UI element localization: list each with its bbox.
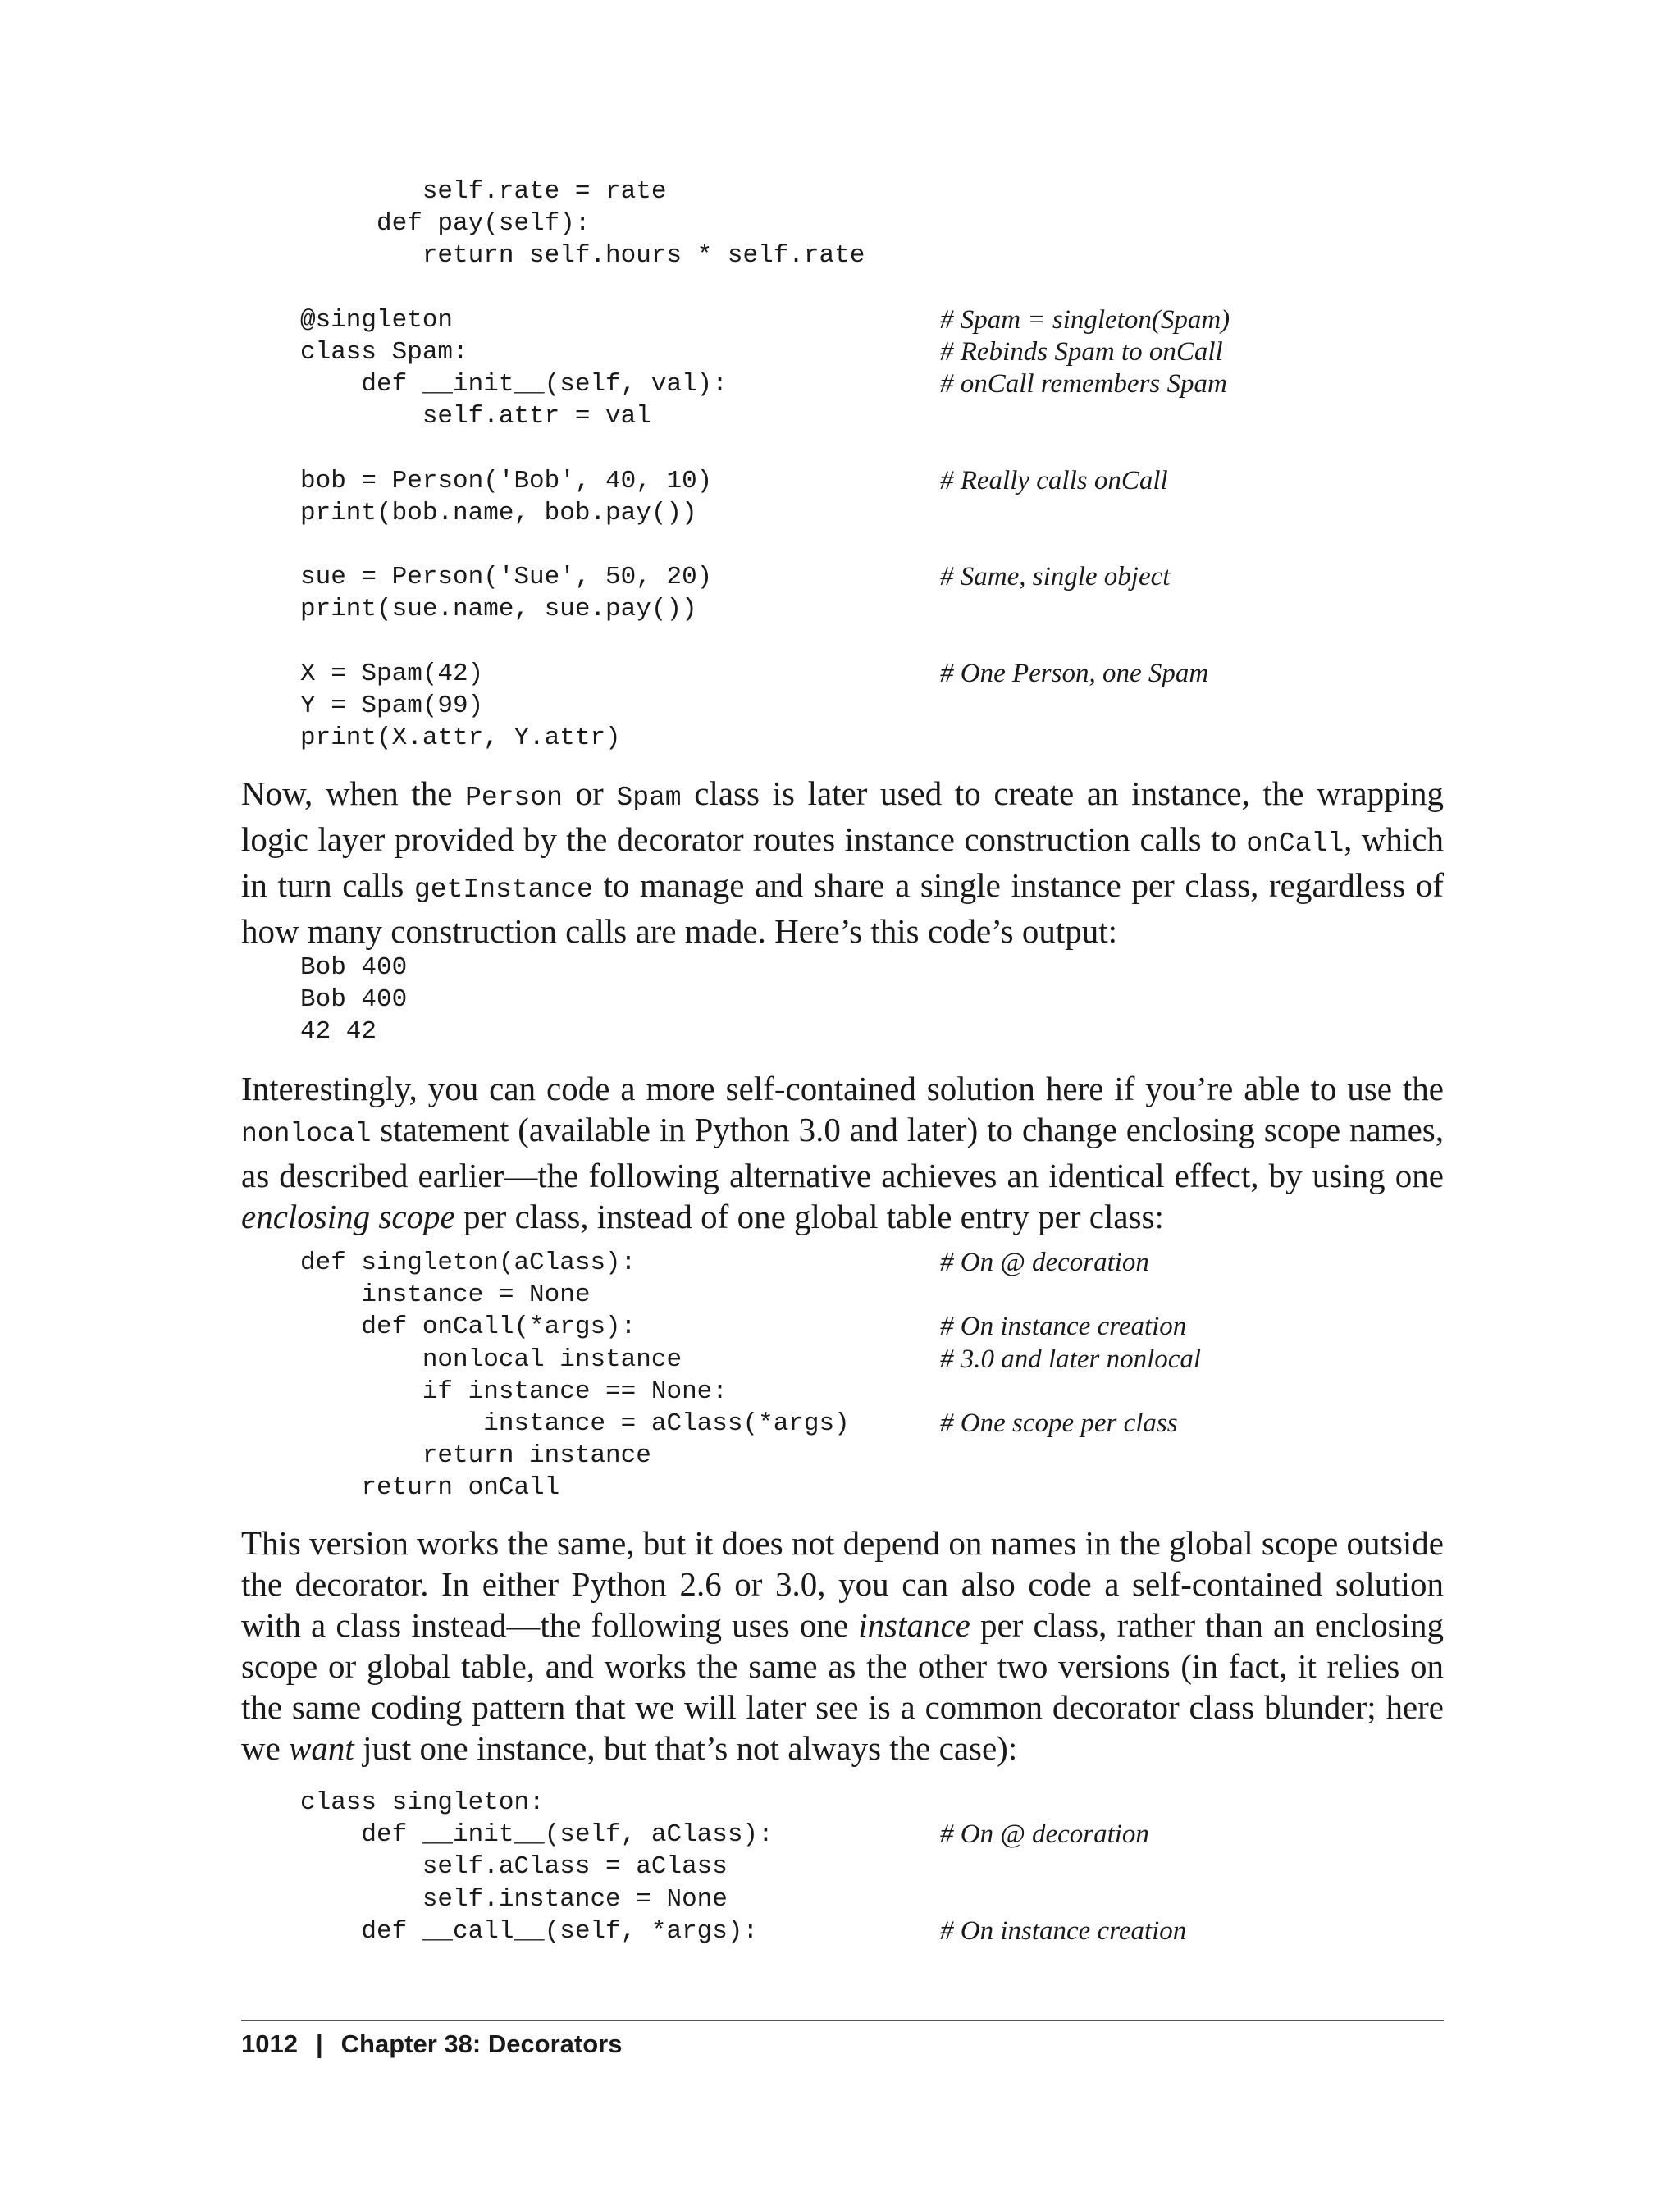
output-block bbox=[300, 952, 1449, 1048]
page-footer bbox=[241, 2029, 623, 2059]
text-run: , which in turn calls bbox=[241, 820, 1444, 904]
code-text: Bob 400 bbox=[300, 985, 408, 1015]
text-run: per class, rather than an enclosing scope or global table, and works the same as the other two versions (in fact, it relies on the same coding pattern that we will later see is a common decorator class blunder; here we bbox=[241, 1606, 1444, 1767]
code-line bbox=[300, 1851, 1449, 1883]
code-line bbox=[300, 1247, 1449, 1279]
paragraph-2 bbox=[241, 1068, 1444, 1237]
code-text: def onCall(*args): bbox=[300, 1312, 637, 1342]
emphasis: want bbox=[289, 1729, 354, 1767]
text-run: to manage and share a single instance per class, regardless of how many construction calls are made. Here’s this code’s output: bbox=[241, 866, 1444, 950]
text-run: or bbox=[562, 774, 617, 812]
code-comment: # On @ decoration bbox=[940, 1819, 1149, 1850]
code-line bbox=[300, 336, 1449, 368]
emphasis: instance bbox=[858, 1606, 970, 1644]
code-block-3 bbox=[300, 1787, 1449, 1947]
code-text: self.attr = val bbox=[300, 402, 651, 431]
code-text: instance = None bbox=[300, 1281, 591, 1310]
code-text: instance = aClass(*args) bbox=[300, 1408, 850, 1438]
page-number: 1012 bbox=[241, 2029, 298, 2058]
footer-rule bbox=[241, 2020, 1444, 2021]
code-comment: # On instance creation bbox=[940, 1312, 1187, 1342]
code-block-1 bbox=[300, 176, 1449, 754]
code-text: self.aClass = aClass bbox=[300, 1852, 728, 1882]
code-text: sue = Person('Sue', 50, 20) bbox=[300, 563, 713, 592]
code-line bbox=[300, 433, 1449, 465]
code-line bbox=[300, 1472, 1449, 1504]
code-line bbox=[300, 1311, 1449, 1343]
code-comment: # Really calls onCall bbox=[940, 465, 1168, 495]
code-line bbox=[300, 368, 1449, 400]
code-line bbox=[300, 1819, 1449, 1851]
text-run: This version works the same, but it does not depend on names in the global scope outside the decorator. In either Python 2.6 or 3.0, you can also code a self-contained solution with a class instead—the following uses one bbox=[241, 1524, 1444, 1644]
code-text: return instance bbox=[300, 1441, 651, 1471]
code-comment: # 3.0 and later nonlocal bbox=[940, 1344, 1202, 1374]
code-line bbox=[300, 400, 1449, 432]
chapter-title: Chapter 38: Decorators bbox=[340, 2029, 623, 2058]
inline-code: Person bbox=[465, 783, 563, 813]
inline-code: nonlocal bbox=[241, 1119, 372, 1149]
code-line bbox=[300, 529, 1449, 561]
code-block-2 bbox=[300, 1247, 1449, 1504]
code-text: @singleton bbox=[300, 305, 454, 335]
code-text: def __init__(self, aClass): bbox=[300, 1820, 774, 1850]
code-text: def __call__(self, *args): bbox=[300, 1916, 759, 1946]
inline-code: onCall bbox=[1246, 829, 1344, 859]
text-run: class is later used to create an instance, the wrapping logic layer provided by the decorator routes instance construction calls to bbox=[241, 774, 1444, 858]
code-comment: # onCall remembers Spam bbox=[940, 369, 1227, 399]
code-comment: # Same, single object bbox=[940, 562, 1171, 592]
code-line bbox=[300, 465, 1449, 497]
code-line bbox=[300, 1279, 1449, 1311]
code-line bbox=[300, 658, 1449, 690]
code-line bbox=[300, 722, 1449, 754]
code-line bbox=[300, 626, 1449, 658]
code-text: return self.hours * self.rate bbox=[300, 241, 865, 271]
code-line bbox=[300, 1408, 1449, 1440]
code-text: class Spam: bbox=[300, 337, 468, 367]
code-line bbox=[300, 497, 1449, 529]
code-comment: # One scope per class bbox=[940, 1408, 1178, 1438]
code-comment: # On @ decoration bbox=[940, 1248, 1149, 1277]
text-run: Interestingly, you can code a more self-contained solution here if you’re able to use the bbox=[241, 1070, 1444, 1107]
code-text: X = Spam(42) bbox=[300, 659, 484, 688]
code-text: def singleton(aClass): bbox=[300, 1249, 637, 1277]
code-text: Y = Spam(99) bbox=[300, 692, 484, 720]
code-text: class singleton: bbox=[300, 1788, 545, 1817]
code-comment: # Spam = singleton(Spam) bbox=[940, 304, 1230, 335]
code-text: def pay(self): bbox=[300, 209, 591, 239]
code-text: nonlocal instance bbox=[300, 1344, 682, 1374]
code-text: print(sue.name, sue.pay()) bbox=[300, 595, 697, 624]
code-line bbox=[300, 1883, 1449, 1915]
code-text: def __init__(self, val): bbox=[300, 370, 728, 399]
code-line bbox=[300, 1440, 1449, 1472]
code-line bbox=[300, 593, 1449, 625]
inline-code: getInstance bbox=[413, 874, 593, 905]
code-text: Bob 400 bbox=[300, 953, 408, 982]
paragraph-1 bbox=[241, 773, 1444, 952]
code-line bbox=[300, 240, 1449, 272]
code-text: print(X.attr, Y.attr) bbox=[300, 724, 621, 753]
code-line bbox=[300, 304, 1449, 336]
code-text: bob = Person('Bob', 40, 10) bbox=[300, 466, 713, 495]
code-text: if instance == None: bbox=[300, 1376, 728, 1406]
code-line bbox=[300, 1016, 1449, 1048]
code-text: print(bob.name, bob.pay()) bbox=[300, 498, 697, 527]
code-line bbox=[300, 176, 1449, 208]
text-run: per class, instead of one global table entry per class: bbox=[454, 1198, 1164, 1235]
code-line bbox=[300, 561, 1449, 593]
code-text: self.rate = rate bbox=[300, 177, 667, 206]
code-line bbox=[300, 1915, 1449, 1947]
footer-separator: | bbox=[315, 2029, 323, 2058]
code-text: return onCall bbox=[300, 1473, 560, 1503]
code-text: 42 42 bbox=[300, 1017, 377, 1047]
code-text: self.instance = None bbox=[300, 1884, 728, 1914]
emphasis: enclosing scope bbox=[241, 1198, 455, 1235]
code-comment: # One Person, one Spam bbox=[940, 658, 1209, 688]
code-comment: # Rebinds Spam to onCall bbox=[940, 336, 1223, 367]
paragraph-3 bbox=[241, 1522, 1444, 1769]
code-line bbox=[300, 1787, 1449, 1819]
inline-code: Spam bbox=[616, 783, 682, 813]
code-line bbox=[300, 208, 1449, 240]
code-comment: # On instance creation bbox=[940, 1915, 1187, 1946]
code-line bbox=[300, 1376, 1449, 1408]
code-line bbox=[300, 272, 1449, 304]
code-line bbox=[300, 984, 1449, 1016]
text-run: statement (available in Python 3.0 and later) to change enclosing scope names, as described earlier—the following alternative achieves an identical effect, by using one bbox=[241, 1111, 1444, 1194]
code-line bbox=[300, 690, 1449, 722]
text-run: Now, when the bbox=[241, 774, 466, 812]
code-line bbox=[300, 1344, 1449, 1376]
code-line bbox=[300, 952, 1449, 984]
text-run: just one instance, but that’s not always the case): bbox=[354, 1729, 1018, 1767]
